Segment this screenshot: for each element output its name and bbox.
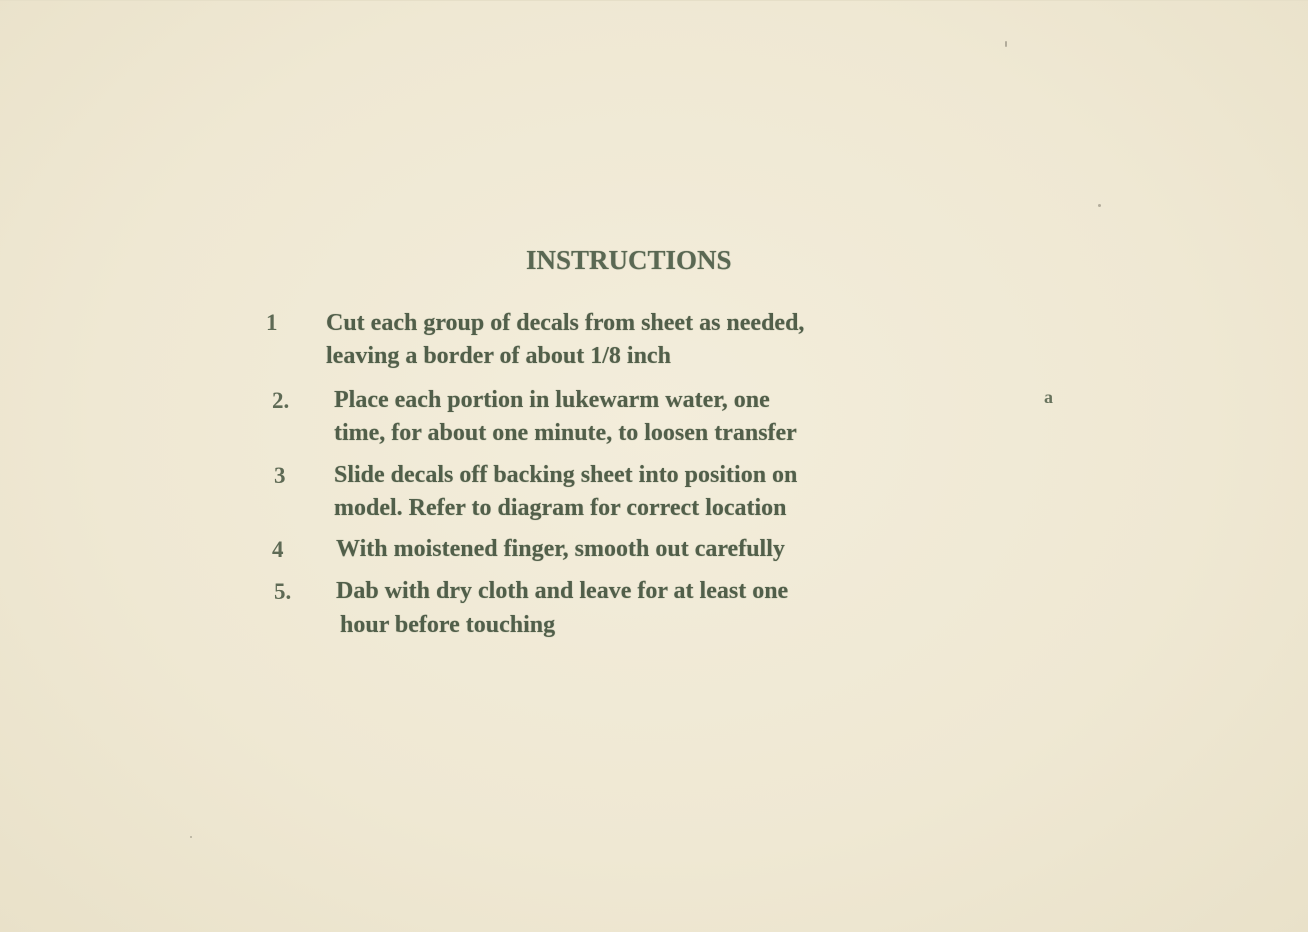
step-number: 1 [266, 310, 278, 335]
step-line: leaving a border of about 1/8 inch [326, 343, 671, 369]
step-line: hour before touching [340, 612, 556, 638]
step-line: With moistened finger, smooth out carefully [336, 536, 785, 562]
step-line: Place each portion in lukewarm water, one [334, 387, 770, 413]
instructions-text [0, 1, 1308, 932]
step-line: model. Refer to diagram for correct location [334, 495, 787, 521]
step-line: Dab with dry cloth and leave for at least one [336, 578, 789, 604]
step-line: Slide decals off backing sheet into position on [334, 462, 798, 488]
stray-mark: a [1044, 387, 1053, 407]
step-number: 4 [272, 537, 284, 562]
step-number: 2. [272, 388, 290, 413]
step-number: 3 [274, 463, 286, 488]
page-title: INSTRUCTIONS [526, 245, 732, 275]
step-line: Cut each group of decals from sheet as needed, [326, 310, 805, 336]
step-line: time, for about one minute, to loosen transfer [334, 420, 797, 446]
step-number: 5. [274, 579, 292, 604]
